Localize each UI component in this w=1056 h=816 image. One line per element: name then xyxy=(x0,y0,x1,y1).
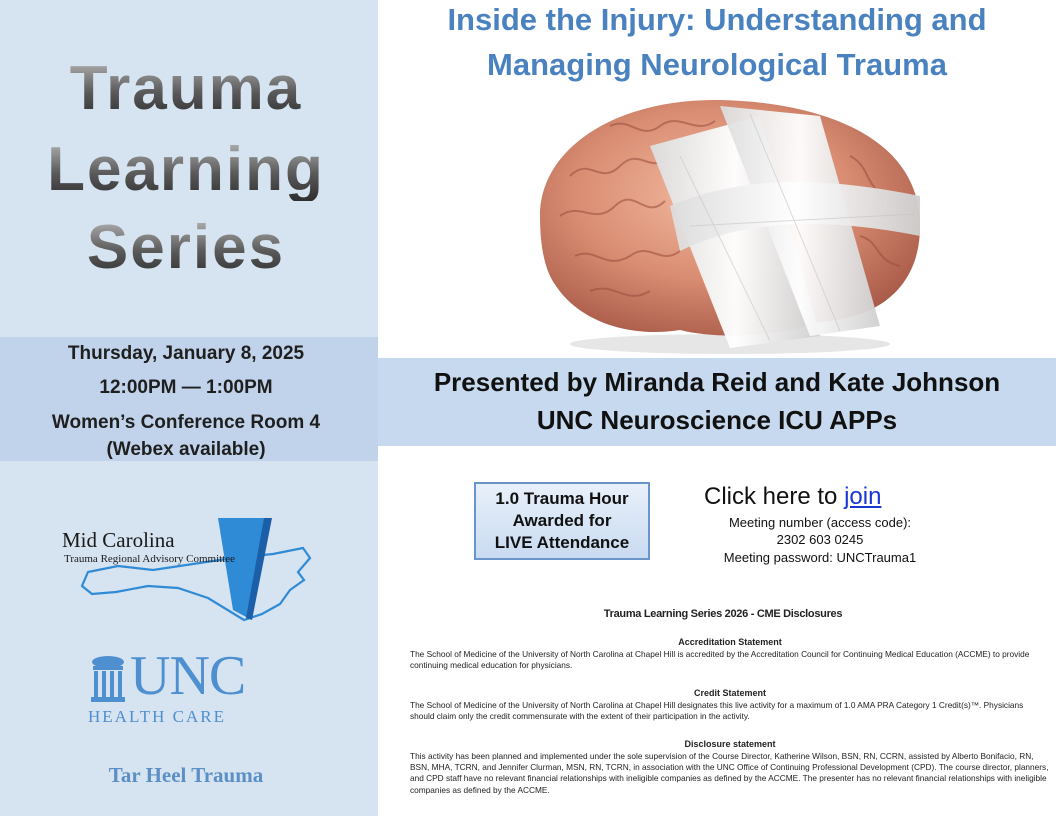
presenter-affiliation: UNC Neuroscience ICU APPs xyxy=(536,405,898,435)
credit-statement-text: The School of Medicine of the University of North Carolina at Chapel Hill designates this live activity for a maximum of 1.0 AMA PRA Category 1 Credit(s)™. Physicians should claim only the credit commensurate with the extent of their participation in the activity. xyxy=(410,700,1024,722)
main-title-line-2: Managing Neurological Trauma xyxy=(487,47,947,82)
cme-disclosures-title: Trauma Learning Series 2026 - CME Disclosures xyxy=(603,608,843,620)
series-title-line-2: Learning xyxy=(0,139,372,201)
event-time: 12:00PM — 1:00PM xyxy=(99,377,273,398)
tar-heel-trauma-text: Tar Heel Trauma xyxy=(108,763,264,787)
trauma-hour-credit-box xyxy=(474,482,650,560)
join-prompt-text: Click here to xyxy=(704,483,838,510)
join-prompt xyxy=(704,483,881,511)
event-room: Women’s Conference Room 4 xyxy=(51,412,321,433)
credit-line-1: 1.0 Trauma Hour xyxy=(495,488,629,508)
join-link[interactable]: join xyxy=(844,483,882,510)
mcrac-name: Mid Carolina xyxy=(62,528,175,552)
accreditation-heading: Accreditation Statement xyxy=(678,637,782,647)
presenters: Presented by Miranda Reid and Kate Johnson xyxy=(433,367,1001,397)
event-date: Thursday, January 8, 2025 xyxy=(67,343,305,364)
unc-logo-text: UNC xyxy=(130,645,246,707)
credit-line-3: LIVE Attendance xyxy=(494,533,630,553)
disclosure-text: This activity has been planned and implemented under the sole supervision of the Course Director, Katherine Wilson, BSN, RN, CCRN, assisted by Alberto Bonifacio, RN, BSN, MHA, TCRN, and Jennifer Clurman, MSN, RN, TCRN, in association with the UNC Office of Continuing Professional Development (CPD). The course director, planners, and CPD staff have no relevant financial relationships with ineligible companies as defined by the ACCME. The presenter has no relevant financial relationships with ineligible companies as defined by the ACCME. xyxy=(410,751,1049,795)
old-well-icon xyxy=(88,652,128,704)
event-webex-note: (Webex available) xyxy=(106,439,266,460)
meeting-number-label: Meeting number (access code): xyxy=(728,515,912,530)
bandaged-brain-image xyxy=(520,86,940,356)
series-title-line-3: Series xyxy=(0,217,372,279)
main-title-line-1: Inside the Injury: Understanding and xyxy=(447,2,987,37)
credit-statement-heading: Credit Statement xyxy=(693,688,766,698)
meeting-password: Meeting password: UNCTrauma1 xyxy=(723,550,917,565)
disclosure-heading: Disclosure statement xyxy=(684,739,776,749)
series-title-line-1: Trauma xyxy=(0,58,372,120)
mcrac-subtitle: Trauma Regional Advisory Committee xyxy=(64,553,235,565)
unc-health-care-text: HEALTH CARE xyxy=(88,707,227,726)
meeting-number: 2302 603 0245 xyxy=(776,532,864,547)
accreditation-text: The School of Medicine of the University of North Carolina at Chapel Hill is accredited by the Accreditation Council for Continuing Medical Education (ACCME) to provide continuing medical education for physicians. xyxy=(410,649,1030,671)
credit-line-2: Awarded for xyxy=(512,510,612,530)
